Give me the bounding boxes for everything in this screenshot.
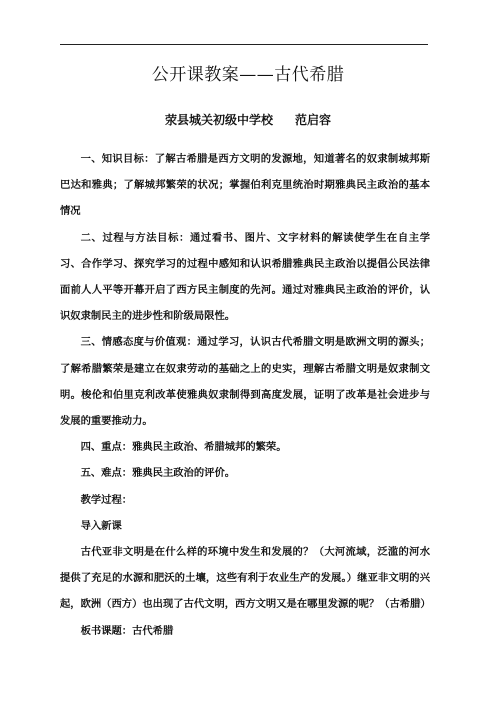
document-body — [60, 146, 430, 644]
objective-knowledge: 一、知识目标：了解古希腊是西方文明的发源地，知道著名的奴隶制城邦斯巴达和雅典；了解城邦繁荣的状况；掌握伯利克里统治时期雅典民主政治的基本情况 — [60, 153, 430, 218]
objective-process: 二、过程与方法目标：通过看书、图片、文字材料的解读使学生在自主学习、合作学习、探究学习的过程中感知和认识希腊雅典民主政治以提倡公民法律面前人人平等开幕开启了西方民主制度的先河。通过对雅典民主政治的评价，认识奴隶制民主的进步性和阶级局限性。 — [60, 231, 430, 323]
objective-attitude: 三、情感态度与价值观：通过学习，认识古代希腊文明是欧洲文明的源头；了解希腊繁荣是建立在奴隶劳动的基础之上的史实，理解古希腊文明是奴隶制文明。梭伦和伯里克利改革使雅典奴隶制得到高度发展，证明了改革是社会进步与发展的重要推动力。 — [60, 336, 430, 428]
byline — [0, 111, 496, 128]
author-name: 范启容 — [295, 113, 332, 127]
board-topic: 板书课题：古代希腊 — [80, 624, 174, 637]
document-title: 公开课教案——古代希腊 — [151, 65, 345, 85]
difficult-points: 五、难点：雅典民主政治的评价。 — [80, 467, 236, 480]
introduction-heading: 导入新课 — [80, 519, 122, 532]
school-name: 荥县城关初级中学校 — [164, 113, 273, 127]
introduction-paragraph: 古代亚非文明是在什么样的环境中发生和发展的？（大河流域，泛滥的河水提供了充足的水源和肥沃的土壤，这些有利于农业生产的发展。）继亚非文明的兴起，欧洲（西方）也出现了古代文明，西方文明又是在哪里发源的呢？（古希腊） — [60, 546, 431, 611]
key-points: 四、重点：雅典民主政治、希腊城邦的繁荣。 — [80, 441, 287, 454]
teaching-process-heading: 教学过程： — [80, 493, 133, 506]
header-rule — [60, 44, 428, 45]
